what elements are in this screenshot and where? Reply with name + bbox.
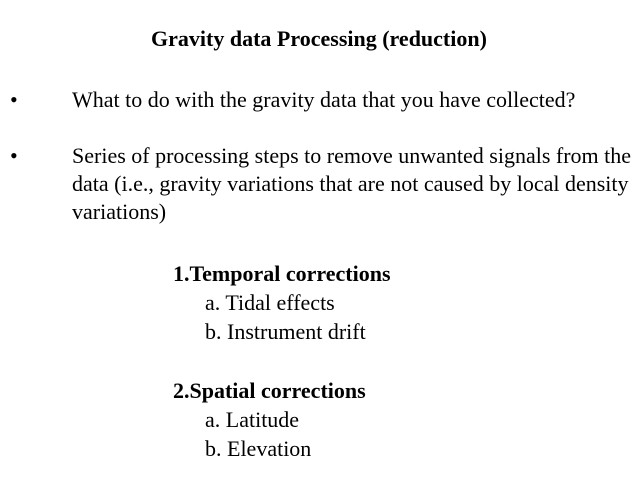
list-item: a. Tidal effects <box>205 290 335 315</box>
section-title-spatial: 2.Spatial corrections <box>173 378 366 403</box>
bullet-marker: • <box>10 143 18 168</box>
list-item: a. Latitude <box>205 407 300 432</box>
bullet-marker: • <box>10 87 18 112</box>
section-title-temporal: 1.Temporal corrections <box>173 261 391 286</box>
list-item: b. Instrument drift <box>205 319 366 344</box>
bullet-text: Series of processing steps to remove unwanted signals from the data (i.e., gravity variations that are not caused by local density variations) <box>72 143 632 224</box>
list-item: b. Elevation <box>205 436 312 461</box>
slide-title: Gravity data Processing (reduction) <box>151 26 487 51</box>
bullet-text: What to do with the gravity data that you have collected? <box>72 87 576 112</box>
